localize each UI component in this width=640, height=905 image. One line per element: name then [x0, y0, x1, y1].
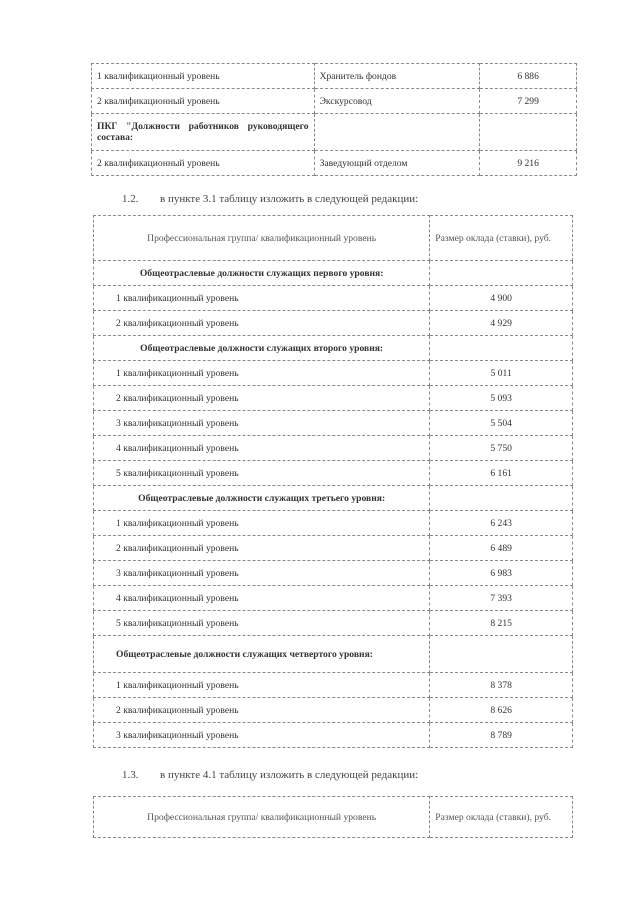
level-cell: 2 квалификационный уровень — [94, 311, 430, 336]
table-row — [94, 411, 573, 436]
paragraph-text: в пункте 3.1 таблицу изложить в следующей редакции: — [160, 193, 419, 205]
table-header-row — [94, 797, 573, 838]
salary-cell: 7 299 — [480, 89, 577, 114]
column-header: Размер оклада (ставки), руб. — [430, 797, 573, 838]
salary-cell: 6 161 — [430, 461, 573, 486]
level-cell: 2 квалификационный уровень — [94, 698, 430, 723]
group-title-cell: Общеотраслевые должности служащих третьего уровня: — [94, 486, 430, 511]
salary-cell: 4 900 — [430, 286, 573, 311]
table-header-row — [94, 216, 573, 261]
top-table — [91, 63, 577, 176]
salary-cell: 8 215 — [430, 611, 573, 636]
level-cell: 5 квалификационный уровень — [94, 461, 430, 486]
group-title-cell: ПКГ "Должности работников руководящего состава: — [92, 114, 315, 151]
level-cell: 5 квалификационный уровень — [94, 611, 430, 636]
group-title-row — [94, 636, 573, 673]
paragraph-number: 1.3. — [122, 769, 139, 781]
salary-cell: 6 886 — [480, 64, 577, 89]
position-cell: Хранитель фондов — [314, 64, 480, 89]
salary-cell: 6 983 — [430, 561, 573, 586]
table-row — [94, 586, 573, 611]
table-row — [94, 436, 573, 461]
table-row — [94, 386, 573, 411]
level-cell: 4 квалификационный уровень — [94, 436, 430, 461]
salary-cell: 4 929 — [430, 311, 573, 336]
main-table — [93, 215, 573, 748]
paragraph-text: в пункте 4.1 таблицу изложить в следующей редакции: — [160, 769, 419, 781]
table-row — [92, 64, 577, 89]
group-title-cell: Общеотраслевые должности служащих четвертого уровня: — [94, 636, 430, 673]
paragraph-number: 1.2. — [122, 193, 139, 205]
empty-cell — [430, 636, 573, 673]
level-cell: 1 квалификационный уровень — [94, 361, 430, 386]
table-row — [94, 611, 573, 636]
table-row — [94, 536, 573, 561]
table-row — [92, 89, 577, 114]
level-cell: 2 квалификационный уровень — [92, 89, 315, 114]
salary-cell: 8 626 — [430, 698, 573, 723]
level-cell: 1 квалификационный уровень — [94, 673, 430, 698]
table-row — [94, 698, 573, 723]
level-cell: 2 квалификационный уровень — [94, 536, 430, 561]
empty-cell — [430, 261, 573, 286]
salary-cell: 9 216 — [480, 151, 577, 176]
table-row — [94, 511, 573, 536]
salary-cell: 5 750 — [430, 436, 573, 461]
table-row — [92, 114, 577, 151]
column-header: Профессиональная группа/ квалификационный уровень — [94, 797, 430, 838]
table-row — [94, 561, 573, 586]
empty-cell — [430, 336, 573, 361]
column-header: Профессиональная группа/ квалификационный уровень — [94, 216, 430, 261]
salary-cell: 6 243 — [430, 511, 573, 536]
column-header: Размер оклада (ставки), руб. — [430, 216, 573, 261]
position-cell: Заведующий отделом — [314, 151, 480, 176]
salary-cell — [480, 114, 577, 151]
group-title-row — [94, 261, 573, 286]
level-cell: 2 квалификационный уровень — [92, 151, 315, 176]
position-cell — [314, 114, 480, 151]
group-title-cell: Общеотраслевые должности служащих второго уровня: — [94, 336, 430, 361]
level-cell: 2 квалификационный уровень — [94, 386, 430, 411]
level-cell: 3 квалификационный уровень — [94, 561, 430, 586]
position-cell: Экскурсовод — [314, 89, 480, 114]
paragraph-2 — [122, 769, 418, 781]
salary-cell: 5 011 — [430, 361, 573, 386]
table-row — [94, 361, 573, 386]
bottom-table — [93, 796, 573, 838]
empty-cell — [430, 486, 573, 511]
salary-cell: 6 489 — [430, 536, 573, 561]
table-row — [94, 286, 573, 311]
table-row — [94, 723, 573, 748]
table-row — [94, 461, 573, 486]
level-cell: 1 квалификационный уровень — [94, 286, 430, 311]
group-title-row — [94, 336, 573, 361]
salary-cell: 8 789 — [430, 723, 573, 748]
group-title-row — [94, 486, 573, 511]
group-title-cell: Общеотраслевые должности служащих первого уровня: — [94, 261, 430, 286]
level-cell: 3 квалификационный уровень — [94, 723, 430, 748]
table-row — [94, 673, 573, 698]
salary-cell: 5 093 — [430, 386, 573, 411]
level-cell: 1 квалификационный уровень — [92, 64, 315, 89]
table-row — [94, 311, 573, 336]
salary-cell: 5 504 — [430, 411, 573, 436]
salary-cell: 7 393 — [430, 586, 573, 611]
level-cell: 1 квалификационный уровень — [94, 511, 430, 536]
table-row — [92, 151, 577, 176]
level-cell: 4 квалификационный уровень — [94, 586, 430, 611]
level-cell: 3 квалификационный уровень — [94, 411, 430, 436]
salary-cell: 8 378 — [430, 673, 573, 698]
paragraph-1 — [122, 193, 418, 205]
